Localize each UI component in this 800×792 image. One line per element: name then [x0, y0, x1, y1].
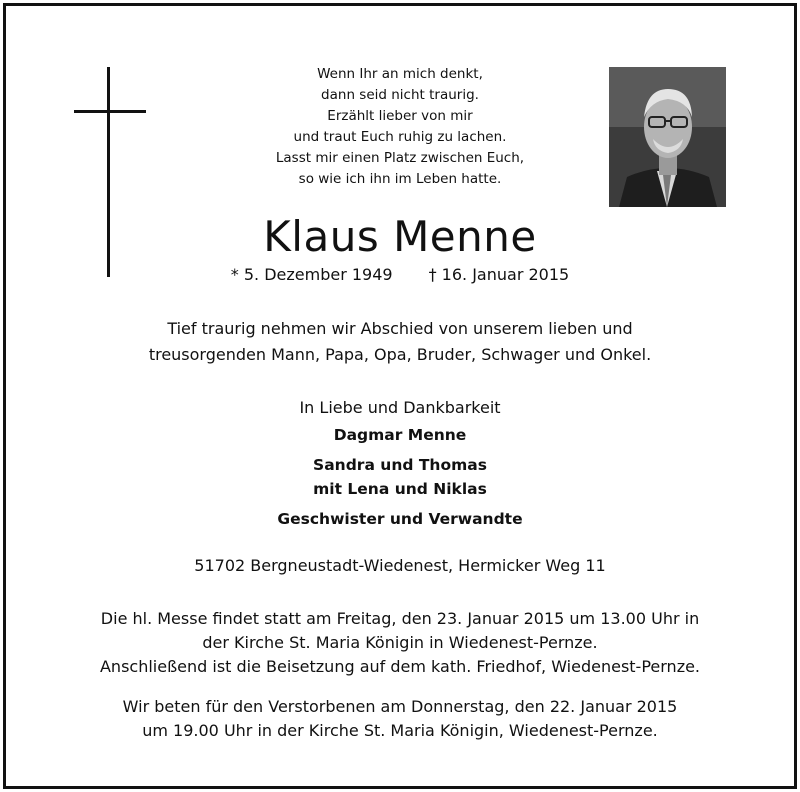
farewell-text — [0, 316, 800, 368]
cross-icon-bar — [74, 110, 146, 113]
birth-date: * 5. Dezember 1949 — [230, 265, 393, 284]
death-date: † 16. Januar 2015 — [428, 265, 570, 284]
farewell-line: Tief traurig nehmen wir Abschied von unserem lieben und — [167, 319, 633, 338]
mourner-children: Sandra und Thomas — [313, 456, 487, 474]
prayer-line: um 19.00 Uhr in der Kirche St. Maria Königin, Wiedenest-Pernze. — [142, 721, 658, 740]
prayer-line: Wir beten für den Verstorbenen am Donnerstag, den 22. Januar 2015 — [122, 697, 678, 716]
poem-line: dann seid nicht traurig. — [321, 87, 479, 103]
poem-line: so wie ich ihn im Leben hatte. — [298, 171, 502, 187]
life-dates — [0, 263, 800, 287]
prayer-info — [0, 695, 800, 743]
poem-line: und traut Euch ruhig zu lachen. — [293, 129, 507, 145]
mourners-list — [0, 423, 800, 531]
mass-line: Die hl. Messe findet statt am Freitag, den 23. Januar 2015 um 13.00 Uhr in — [100, 609, 700, 628]
mourner-spouse: Dagmar Menne — [333, 426, 467, 444]
portrait-photo-image — [609, 67, 726, 207]
portrait-photo — [609, 67, 726, 207]
memorial-poem — [230, 64, 570, 190]
greeting: In Liebe und Dankbarkeit — [299, 398, 501, 417]
family-address: 51702 Bergneustadt-Wiedenest, Hermicker Weg 11 — [194, 556, 606, 575]
deceased-name: Klaus Menne — [263, 212, 537, 261]
mourner-relatives: Geschwister und Verwandte — [277, 510, 523, 528]
farewell-line: treusorgenden Mann, Papa, Opa, Bruder, Schwager und Onkel. — [148, 345, 652, 364]
mass-line: Anschließend ist die Beisetzung auf dem kath. Friedhof, Wiedenest-Pernze. — [99, 657, 701, 676]
poem-line: Wenn Ihr an mich denkt, — [317, 66, 483, 82]
mass-line: der Kirche St. Maria Königin in Wiedenest-Pernze. — [202, 633, 598, 652]
poem-line: Erzählt lieber von mir — [327, 108, 473, 124]
mourner-grandchildren: mit Lena und Niklas — [313, 480, 487, 498]
poem-line: Lasst mir einen Platz zwischen Euch, — [275, 150, 525, 166]
funeral-mass-info — [0, 607, 800, 679]
